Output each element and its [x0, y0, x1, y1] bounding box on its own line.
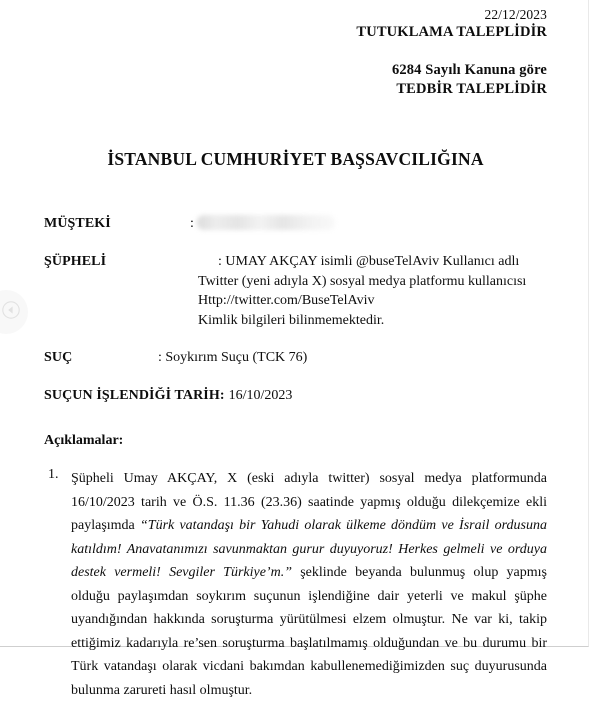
explanation-text-before-quote: Şüpheli Umay AKÇAY, X (eski adıyla twitter) sosyal medya platformunda 16/10/2023 tarih ve Ö.S. 11.36 (23.36) saatinde yapmış olduğu dilekçemize ekli paylaşımda — [71, 471, 547, 533]
field-separator-complainant: : — [190, 216, 194, 231]
suspect-line-2: Twitter (yeni adıyla X) sosyal medya platformu kullanıcısı — [198, 273, 527, 289]
redacted-complainant-name — [197, 215, 335, 230]
page-title: İSTANBUL CUMHURİYET BAŞSAVCILIĞINA — [107, 149, 484, 169]
list-item-text — [71, 467, 547, 702]
document-header — [44, 0, 547, 99]
explanations-heading: Açıklamalar: — [44, 433, 124, 448]
field-label-offence: SUÇ — [44, 350, 73, 365]
field-row-offence — [44, 348, 547, 368]
field-row-complainant — [44, 214, 547, 234]
field-label-offence-date: SUÇUN İŞLENDİĞİ TARİH: — [44, 388, 225, 403]
suspect-profile-url: Http://twitter.com/BuseTelAviv — [198, 293, 375, 308]
field-label-suspect: ŞÜPHELİ — [44, 254, 107, 269]
explanation-quote: “Türk vatandaşı bir Yahudi olarak ülkeme döndüm ve İsrail ordusuna katıldım! Anavatanımızı savunmaktan gurur duyuyoruz! Herkes gelmeli ve orduya destek vermeli! Sevgiler Türkiye’m.” — [71, 518, 547, 580]
header-arrest-request: TUTUKLAMA TALEPLİDİR — [356, 24, 547, 40]
header-law-reference: 6284 Sayılı Kanuna göre — [391, 62, 547, 78]
field-value-complainant — [190, 214, 335, 234]
field-value-suspect — [198, 252, 548, 330]
list-item-number: 1. — [48, 467, 59, 482]
header-spacer — [44, 42, 547, 61]
chevron-left-icon — [0, 301, 20, 324]
header-measure-request: TEDBİR TALEPLİDİR — [396, 81, 547, 97]
suspect-line-1: : UMAY AKÇAY isimli @buseTelAviv Kullanıcı adlı — [218, 254, 520, 269]
suspect-line-4: Kimlik bilgileri bilinmemektedir. — [198, 312, 385, 328]
field-row-suspect — [44, 252, 547, 330]
explanation-text-after-quote: şeklinde beyanda bulunmuş olup yapmış olduğu paylaşımdan soykırım suçunun işlendiğine dair yeterli ve makul şüphe uyandığından hakkında soruşturma yürütülmesi elzem olmuştur. Ne var ki, takip ettiğimiz kadarıyla re’sen soruşturma başlatılmamış olduğundan ve bu durumu bir Türk vatandaşı olarak vicdani bakımdan kabullenemediğimizden suç duyurusunda bulunma zarureti hasıl olmuştur. — [71, 565, 547, 698]
field-value-offence: : Soykırım Suçu (TCK 76) — [158, 350, 308, 365]
field-value-offence-date: 16/10/2023 — [228, 388, 293, 403]
field-list — [44, 214, 547, 406]
field-row-offence-date — [44, 386, 547, 406]
page-content — [44, 0, 547, 702]
header-date: 22/12/2023 — [484, 7, 547, 22]
explanation-item — [44, 467, 547, 702]
field-label-complainant: MÜŞTEKİ — [44, 216, 111, 231]
